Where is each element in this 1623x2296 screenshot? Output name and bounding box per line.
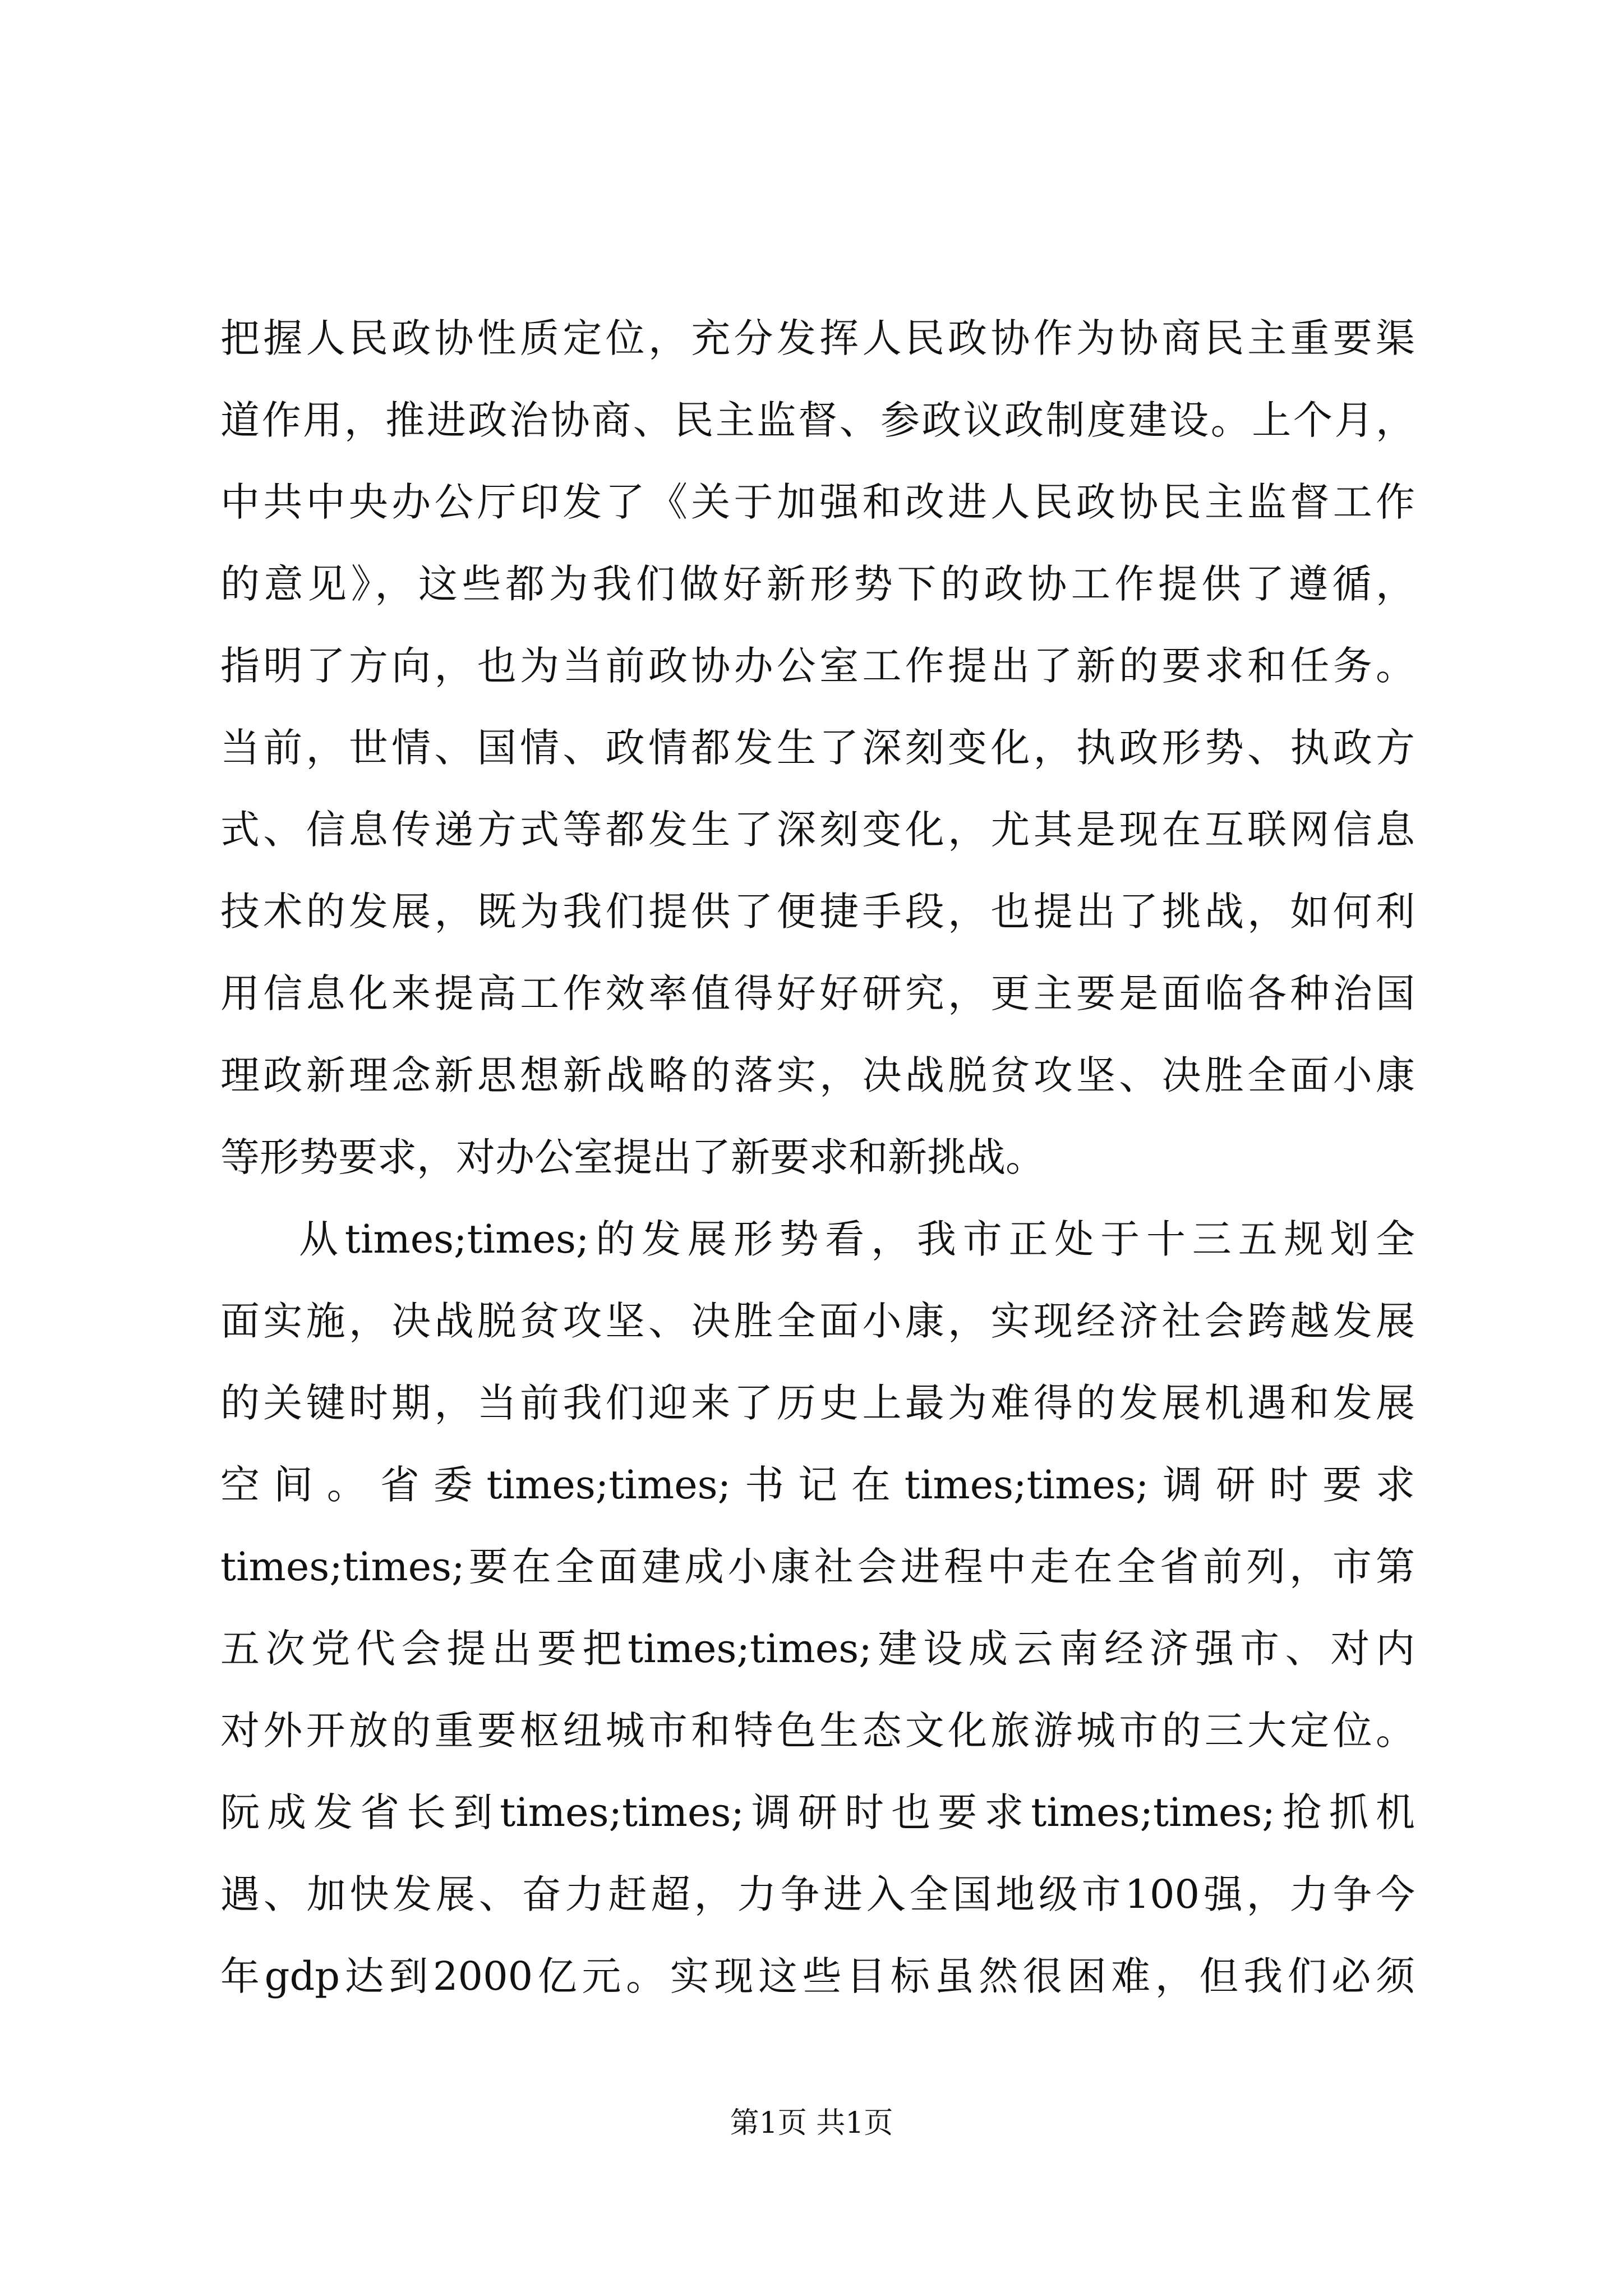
text-line: 五次党代会提出要把times;times;建设成云南经济强市、对内 [220,1626,1415,1672]
page-footer: 第1页 共1页 [730,2106,893,2140]
text-line: 面实施，决战脱贫攻坚、决胜全面小康，实现经济社会跨越发展 [220,1298,1415,1344]
text-line: 当前，世情、国情、政情都发生了深刻变化，执政形势、执政方 [220,725,1415,771]
text-line: 指明了方向，也为当前政协办公室工作提出了新的要求和任务。 [220,643,1415,689]
text-line: 空间。省委times;times;书记在times;times;调研时要求 [220,1462,1415,1508]
text-line: 式、信息传递方式等都发生了深刻变化，尤其是现在互联网信息 [220,807,1415,853]
text-line: 遇、加快发展、奋力赶超，力争进入全国地级市100强，力争今 [220,1871,1415,1917]
text-line: 把握人民政协性质定位，充分发挥人民政协作为协商民主重要渠 [220,315,1415,361]
text-line: 的意见》，这些都为我们做好新形势下的政协工作提供了遵循， [220,561,1415,607]
text-line: 用信息化来提高工作效率值得好好研究，更主要是面临各种治国 [220,970,1415,1016]
text-line: 阮成发省长到times;times;调研时也要求times;times;抢抓机 [220,1789,1415,1835]
text-line: 对外开放的重要枢纽城市和特色生态文化旅游城市的三大定位。 [220,1708,1415,1754]
text-line: 理政新理念新思想新战略的落实，决战脱贫攻坚、决胜全面小康 [220,1052,1415,1098]
text-line: 从times;times;的发展形势看，我市正处于十三五规划全 [299,1216,1415,1262]
text-line: 道作用，推进政治协商、民主监督、参政议政制度建设。上个月， [220,397,1415,443]
text-line: 中共中央办公厅印发了《关于加强和改进人民政协民主监督工作 [220,479,1415,525]
text-line: 技术的发展，既为我们提供了便捷手段，也提出了挑战，如何利 [220,889,1415,935]
text-line: 的关键时期，当前我们迎来了历史上最为难得的发展机遇和发展 [220,1380,1415,1426]
text-line: 等形势要求，对办公室提出了新要求和新挑战。 [220,1134,1045,1180]
text-line: 年gdp达到2000亿元。实现这些目标虽然很困难，但我们必须 [220,1953,1415,1999]
text-line: times;times;要在全面建成小康社会进程中走在全省前列，市第 [220,1544,1415,1590]
